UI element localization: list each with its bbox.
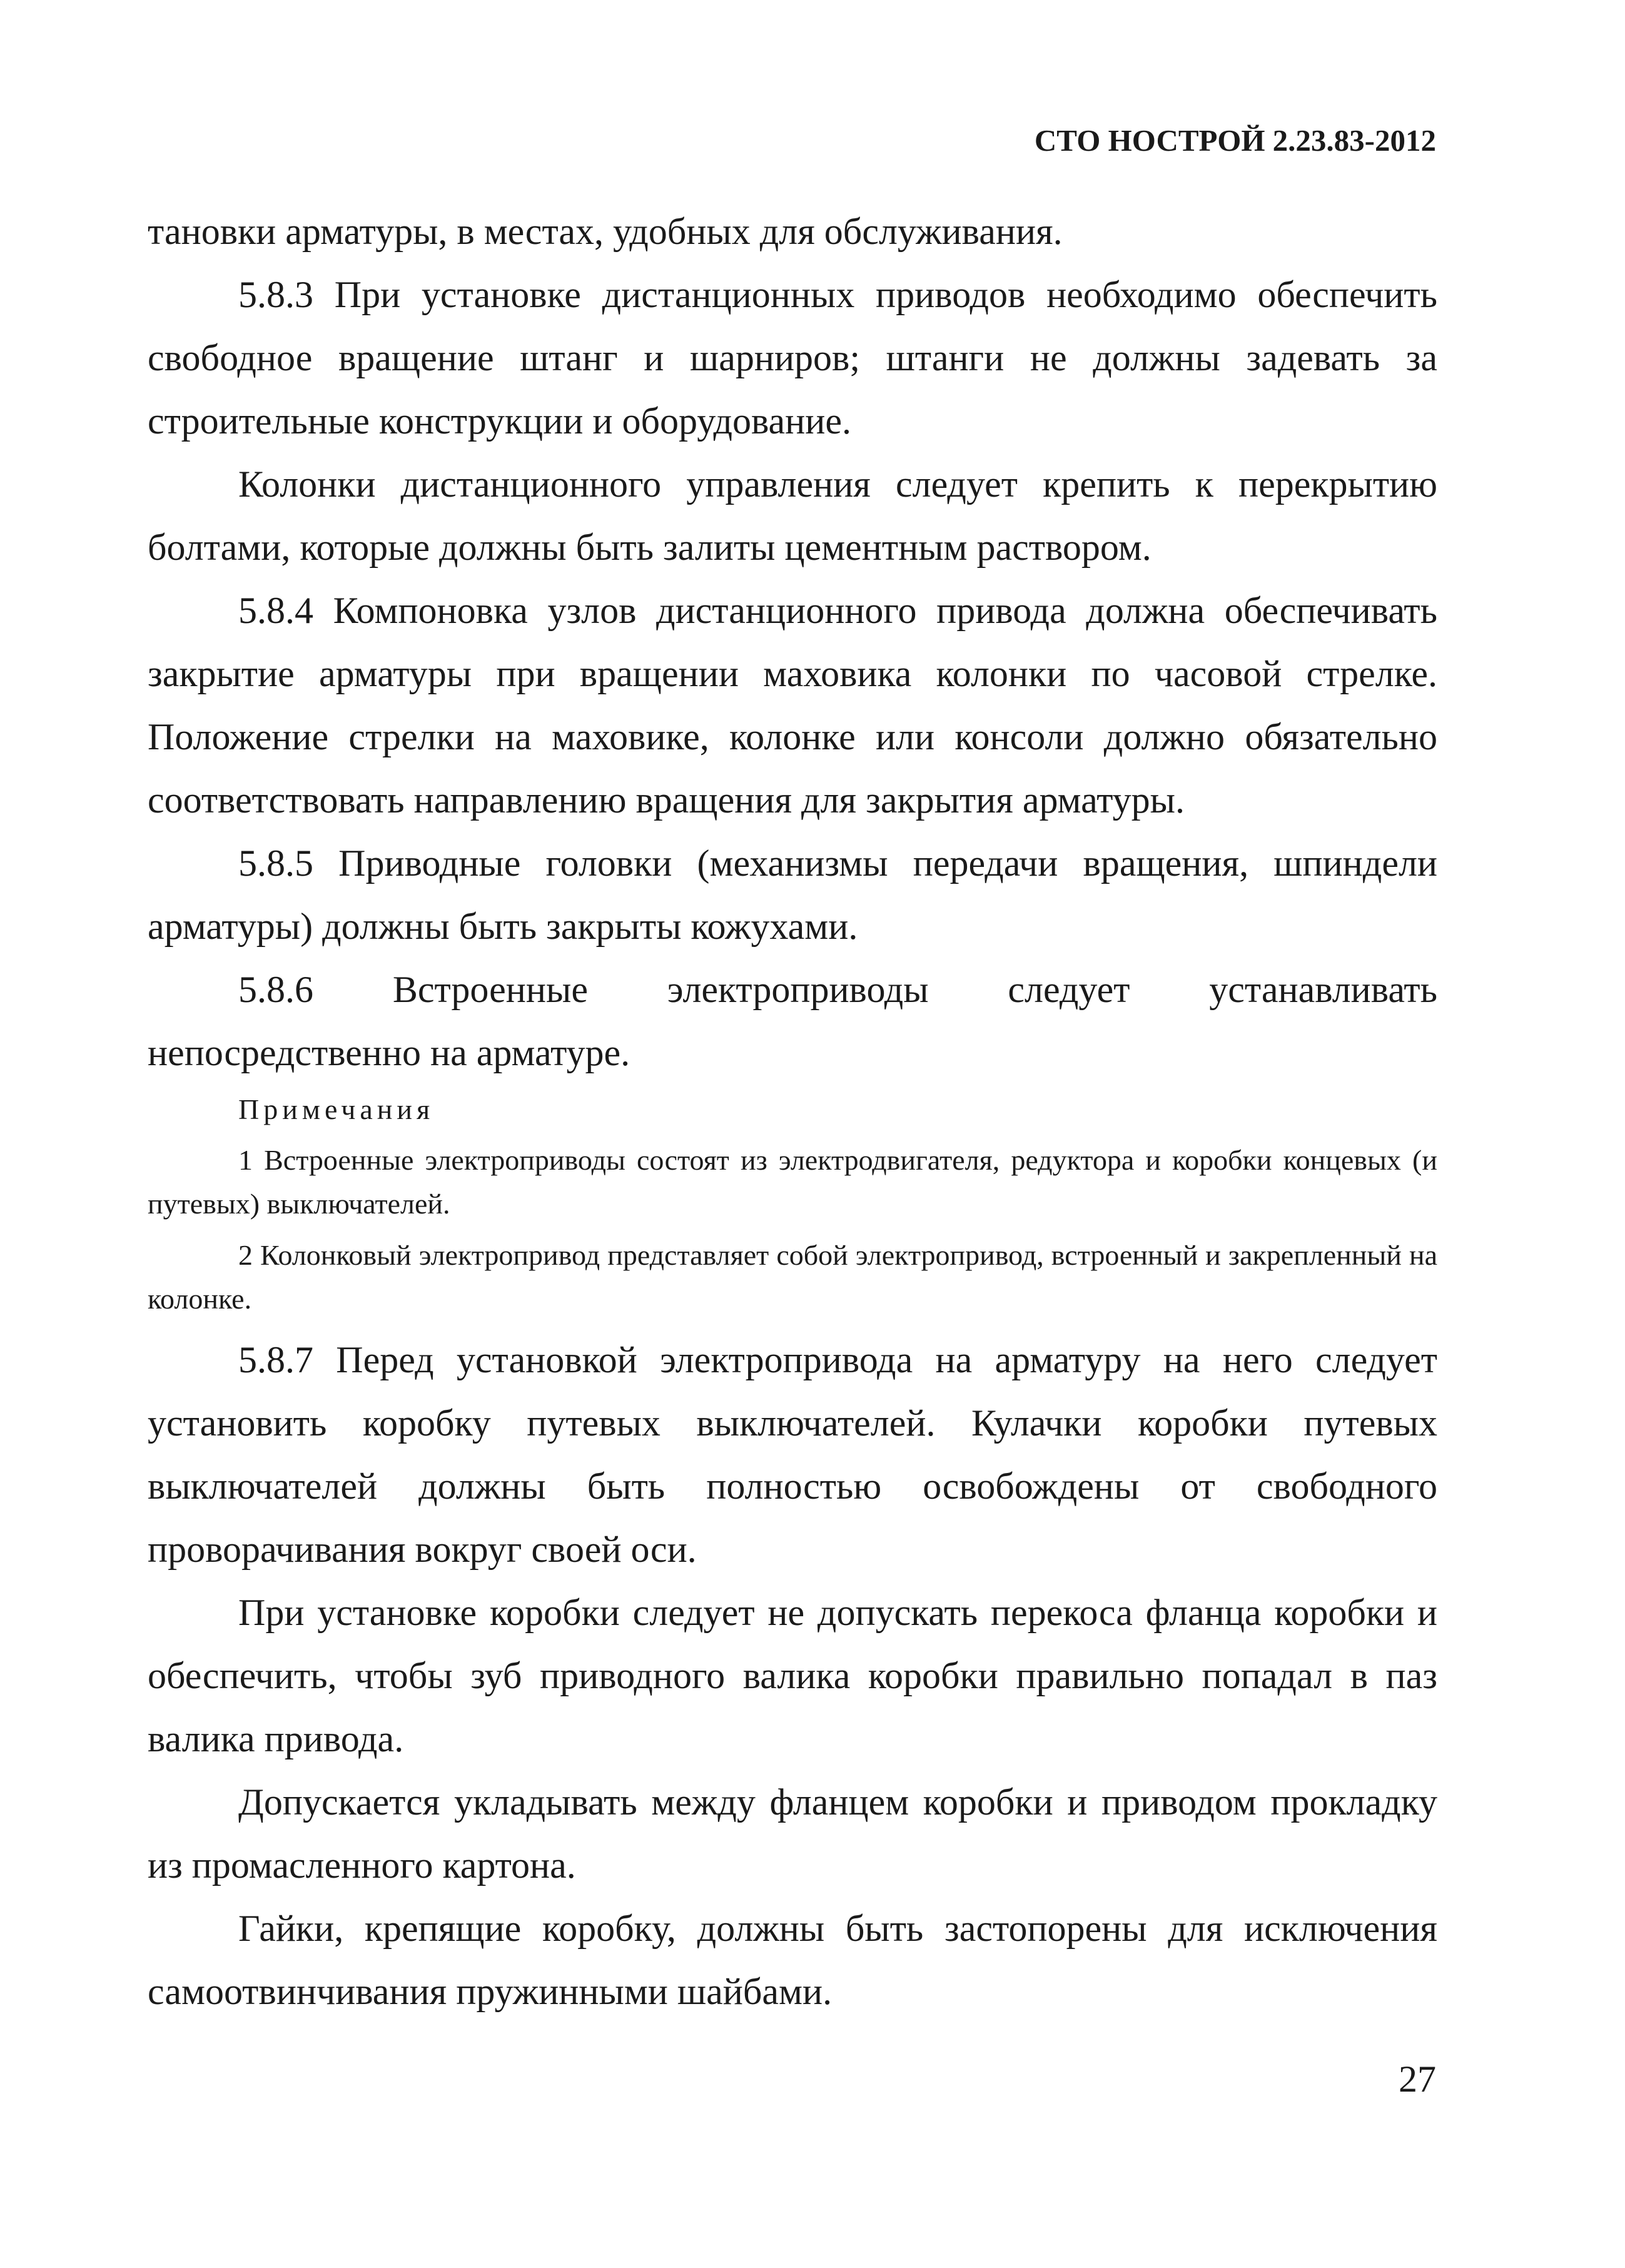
paragraph-5-8-7: 5.8.7 Перед установкой электропривода на арматуру на него следует установить коробку путевых выключателей. Кулачки коробки путевых выключателей должны быть полностью освобождены от свободного проворачивания вокруг своей оси. <box>148 1339 1437 1570</box>
notes-block <box>148 1086 1437 1321</box>
paragraph-gasket: Допускается укладывать между фланцем коробки и приводом прокладку из промасленного картона. <box>148 1781 1437 1886</box>
document-code-header: СТО НОСТРОЙ 2.23.83-2012 <box>1034 123 1436 158</box>
paragraph-box-install: При установке коробки следует не допускать перекоса фланца коробки и обеспечить, чтобы зуб приводного валика коробки правильно попадал в паз валика привода. <box>148 1592 1437 1759</box>
page-body <box>148 200 1437 2023</box>
note-2: 2 Колонковый электропривод представляет собой электропривод, встроенный и закрепленный на колонке. <box>148 1239 1437 1315</box>
paragraph-columns: Колонки дистанционного управления следует крепить к перекрытию болтами, которые должны быть залиты цементным раствором. <box>148 463 1437 568</box>
paragraph-nuts: Гайки, крепящие коробку, должны быть застопорены для исключения самоотвинчивания пружинными шайбами. <box>148 1908 1437 2012</box>
paragraph-5-8-4: 5.8.4 Компоновка узлов дистанционного привода должна обеспечивать закрытие арматуры при вращении маховика колонки по часовой стрелке. Положение стрелки на маховике, колонке или консоли должно обязательно соответствовать направлению вращения для закрытия арматуры. <box>148 590 1437 821</box>
paragraph-5-8-3: 5.8.3 При установке дистанционных приводов необходимо обеспечить свободное вращение штанг и шарниров; штанги не должны задевать за строительные конструкции и оборудование. <box>148 274 1437 442</box>
notes-title: Примечания <box>238 1093 435 1125</box>
paragraph-5-8-5: 5.8.5 Приводные головки (механизмы передачи вращения, шпиндели арматуры) должны быть закрыты кожухами. <box>148 843 1437 947</box>
paragraph-5-8-6: 5.8.6 Встроенные электроприводы следует устанавливать непосредственно на арматуре. <box>148 969 1437 1073</box>
page-number: 27 <box>1399 2058 1436 2100</box>
paragraph-continuation: тановки арматуры, в местах, удобных для обслуживания. <box>148 211 1063 252</box>
note-1: 1 Встроенные электроприводы состоят из электродвигателя, редуктора и коробки концевых (и путевых) выключателей. <box>148 1144 1437 1220</box>
